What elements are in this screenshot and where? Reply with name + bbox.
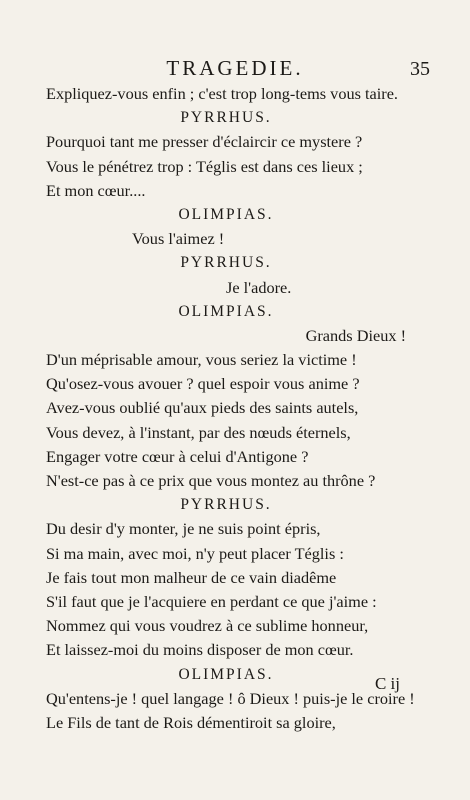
signature-mark: C ij bbox=[374, 674, 400, 693]
speaker-name: PYRRHUS. bbox=[180, 254, 272, 272]
speaker-name: PYRRHUS. bbox=[180, 109, 272, 127]
verse-line: Et mon cœur.... bbox=[46, 180, 146, 200]
verse-line: Je l'adore. bbox=[226, 277, 292, 297]
verse-line: D'un méprisable amour, vous seriez la victime ! bbox=[46, 350, 357, 370]
speaker-name: OLIMPIAS. bbox=[178, 302, 274, 320]
verse-line: Vous devez, à l'instant, par des nœuds éternels, bbox=[46, 422, 351, 442]
verse-line: Je fais tout mon malheur de ce vain diadême bbox=[46, 567, 337, 587]
verse-line: Engager votre cœur à celui d'Antigone ? bbox=[46, 446, 309, 466]
verse-line: Du desir d'y monter, je ne suis point épris, bbox=[46, 519, 321, 539]
speaker-name: OLIMPIAS. bbox=[178, 665, 274, 683]
text-block bbox=[46, 82, 415, 735]
verse-line: Et laissez-moi du moins disposer de mon cœur. bbox=[46, 640, 354, 660]
verse-line: N'est-ce pas à ce prix que vous montez au thrône ? bbox=[46, 471, 376, 490]
verse-line: Grands Dieux ! bbox=[305, 325, 406, 345]
verse-line: Si ma main, avec moi, n'y peut placer Téglis : bbox=[46, 543, 344, 563]
verse-line: Le Fils de tant de Rois démentiroit sa gloire, bbox=[46, 712, 336, 732]
page-number: 35 bbox=[410, 58, 430, 80]
verse-line: S'il faut que je l'acquiere en perdant ce que j'aime : bbox=[46, 591, 377, 611]
verse-line: Vous l'aimez ! bbox=[132, 229, 225, 249]
verse-line: Expliquez-vous enfin ; c'est trop long-tems vous taire. bbox=[46, 84, 398, 103]
speaker-name: PYRRHUS. bbox=[180, 496, 272, 514]
verse-line: Nommez qui vous voudrez à ce sublime honneur, bbox=[46, 616, 369, 636]
verse-line: Qu'entens-je ! quel langage ! ô Dieux ! puis-je le croire ! bbox=[46, 688, 415, 708]
speaker-name: OLIMPIAS. bbox=[178, 205, 274, 223]
verse-line: Avez-vous oublié qu'aux pieds des saints autels, bbox=[46, 398, 359, 418]
verse-line: Pourquoi tant me presser d'éclaircir ce mystere ? bbox=[46, 132, 363, 152]
running-title: TRAGEDIE. bbox=[166, 56, 304, 80]
verse-line: Qu'osez-vous avouer ? quel espoir vous anime ? bbox=[46, 374, 360, 394]
verse-line: Vous le pénétrez trop : Téglis est dans ces lieux ; bbox=[46, 156, 363, 176]
